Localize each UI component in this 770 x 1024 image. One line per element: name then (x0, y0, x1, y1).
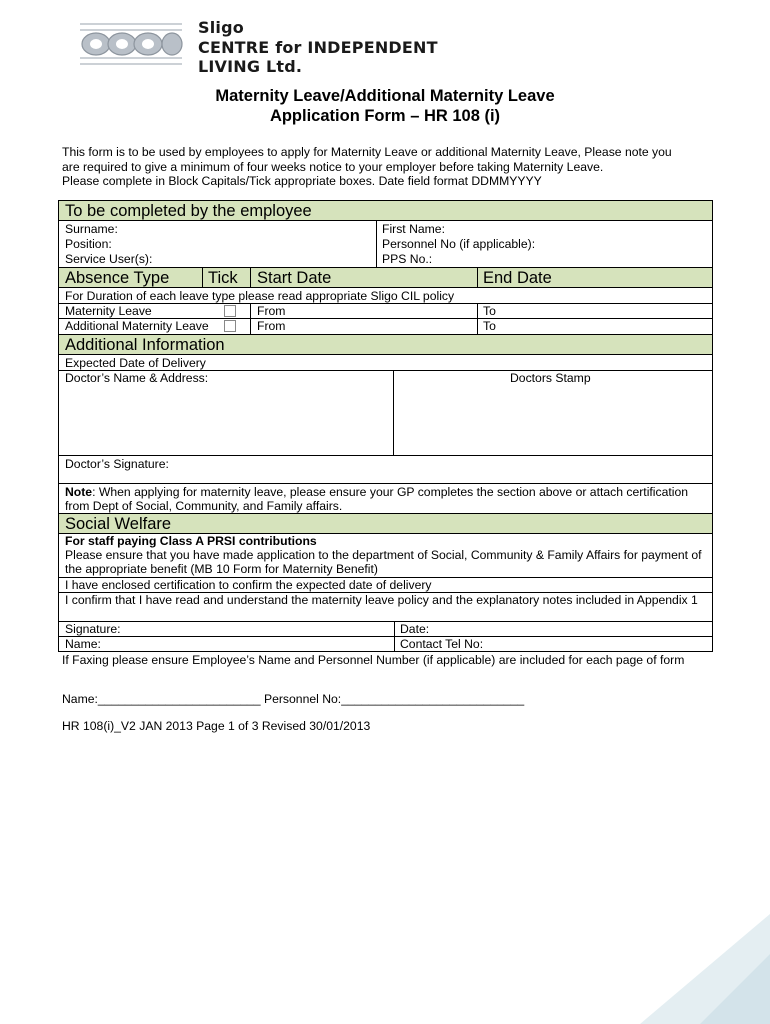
pps-no-field[interactable]: PPS No.: (382, 252, 433, 266)
note-text: : When applying for maternity leave, please ensure your GP completes the section above or attach certification from Dept of Social, Community, and Family affairs. (65, 485, 689, 513)
doctors-stamp-box: Doctors Stamp (510, 371, 591, 385)
surname-field[interactable]: Surname: (65, 222, 118, 236)
tick-heading: Tick (208, 269, 238, 287)
duration-note: For Duration of each leave type please read appropriate Sligo CIL policy (65, 289, 455, 303)
certification-enclosed-statement[interactable]: I have enclosed certification to confirm the expected date of delivery (65, 578, 432, 592)
maternity-leave-tick-checkbox[interactable] (224, 305, 236, 317)
first-name-field[interactable]: First Name: (382, 222, 445, 236)
expected-date-field[interactable]: Expected Date of Delivery (65, 356, 206, 370)
page-corner-decoration (640, 914, 770, 1024)
name-personnel-line[interactable]: Name:________________________ Personnel No:___________________________ (62, 692, 525, 706)
revision-footer: HR 108(i)_V2 JAN 2013 Page 1 of 3 Revised 30/01/2013 (62, 719, 371, 733)
signature-field[interactable]: Signature: (65, 622, 121, 636)
form-title-line-2: Application Form – HR 108 (i) (269, 107, 501, 125)
org-line-1: Sligo (198, 18, 244, 37)
intro-text (62, 145, 722, 189)
additional-maternity-leave-to-field[interactable]: To (483, 319, 496, 333)
end-date-heading: End Date (483, 269, 552, 287)
prsi-subheading: For staff paying Class A PRSI contributions (65, 534, 317, 548)
service-users-field[interactable]: Service User(s): (65, 252, 153, 266)
additional-maternity-leave-label: Additional Maternity Leave (65, 319, 209, 333)
position-field[interactable]: Position: (65, 237, 112, 251)
maternity-leave-to-field[interactable]: To (483, 304, 496, 318)
start-date-heading: Start Date (257, 269, 332, 287)
additional-information-heading: Additional Information (65, 336, 225, 354)
fax-note: If Faxing please ensure Employee’s Name and Personnel Number (if applicable) are included for each page of form (62, 653, 685, 667)
doctor-signature-field[interactable]: Doctor’s Signature: (65, 457, 169, 471)
intro-line-2: are required to give a minimum of four weeks notice to your employer before taking Maternity Leave. (62, 159, 604, 174)
logo-image (78, 18, 184, 70)
social-welfare-heading: Social Welfare (65, 515, 172, 533)
absence-type-heading: Absence Type (65, 269, 170, 287)
note-label: Note (65, 485, 93, 499)
gp-note (65, 485, 705, 513)
policy-confirmation-statement[interactable]: I confirm that I have read and understand the maternity leave policy and the explanatory notes included in Appendix 1 (65, 593, 698, 607)
personnel-no-field[interactable]: Personnel No (if applicable): (382, 237, 536, 251)
date-field[interactable]: Date: (400, 622, 430, 636)
intro-line-3: Please complete in Block Capitals/Tick appropriate boxes. Date field format DDMMYYYY (62, 174, 542, 188)
additional-maternity-leave-from-field[interactable]: From (257, 319, 286, 333)
org-line-2: CENTRE for INDEPENDENT (198, 37, 438, 57)
contact-tel-field[interactable]: Contact Tel No: (400, 637, 484, 651)
benefit-application-note: Please ensure that you have made application to the department of Social, Community & Family Affairs for payment of the appropriate benefit (MB 10 Form for Maternity Benefit) (65, 548, 702, 576)
name-field[interactable]: Name: (65, 637, 101, 651)
form-title-line-1: Maternity Leave/Additional Maternity Leave (215, 87, 555, 105)
application-form-table (58, 200, 713, 652)
maternity-leave-from-field[interactable]: From (257, 304, 286, 318)
org-line-3: LIVING Ltd. (198, 57, 303, 76)
maternity-leave-label: Maternity Leave (65, 304, 152, 318)
additional-maternity-leave-tick-checkbox[interactable] (224, 320, 236, 332)
doctor-name-address-field[interactable]: Doctor’s Name & Address: (65, 371, 209, 385)
organisation-name (198, 18, 438, 77)
employee-section-heading: To be completed by the employee (65, 202, 312, 220)
intro-line-1: This form is to be used by employees to apply for Maternity Leave or additional Maternity Leave, Please note you (62, 145, 672, 159)
